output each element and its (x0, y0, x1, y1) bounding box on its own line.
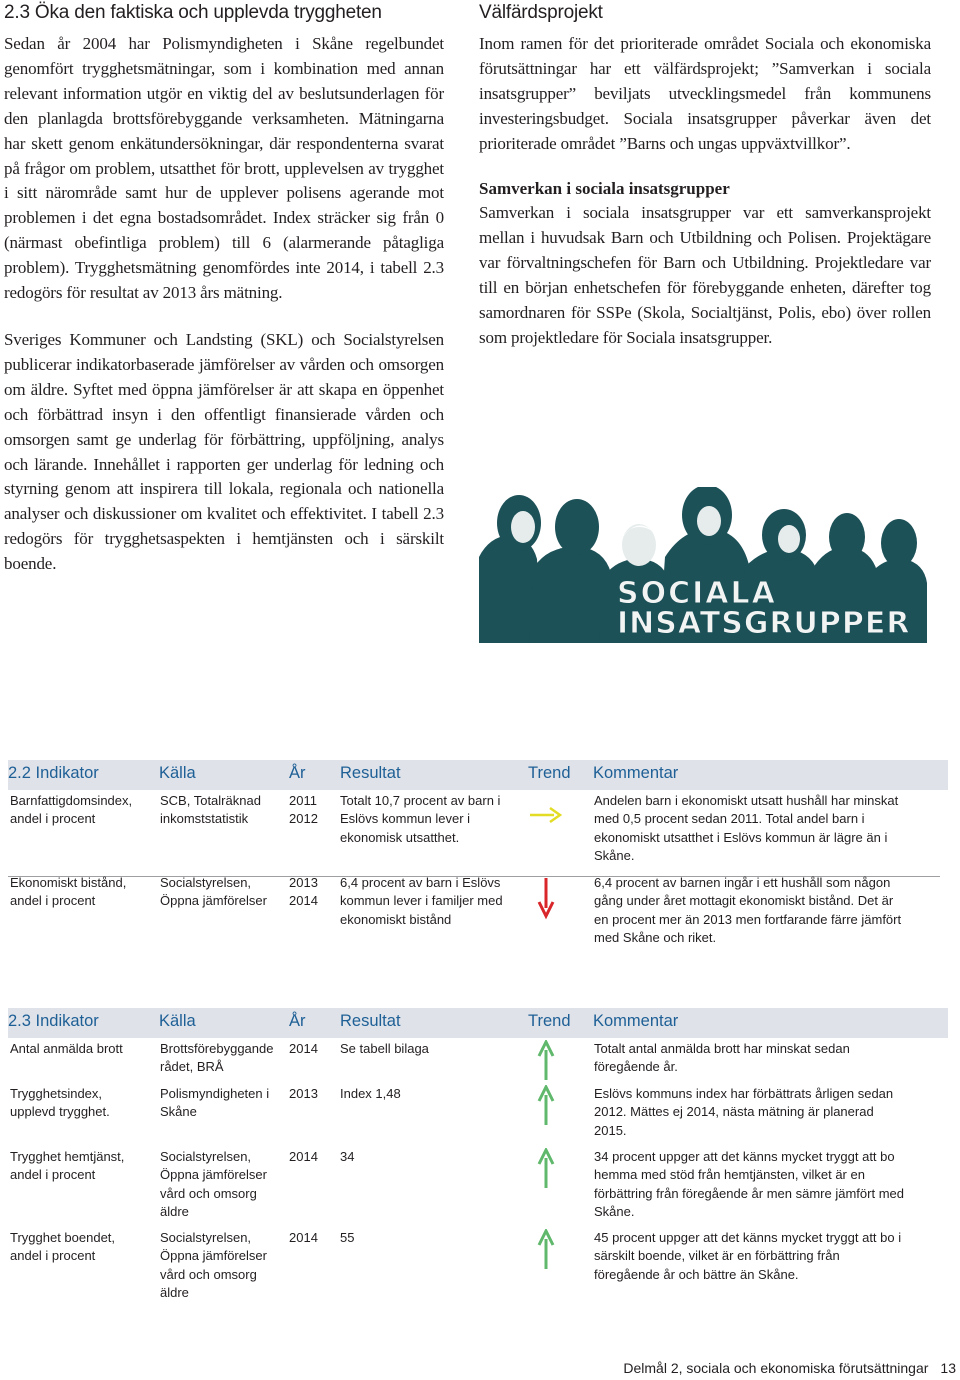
cell-ar-year: 2013 (289, 875, 318, 890)
cell-ar: 2013 (289, 1086, 318, 1101)
cell-ar-year: 2014 (289, 893, 318, 909)
table-row (8, 1229, 940, 1307)
header-ar: År (289, 1012, 306, 1030)
right-column (479, 0, 931, 351)
cell-resultat: 6,4 procent av barn i Eslövs kommun lever i familjer med ekonomiskt bistånd (340, 875, 503, 927)
left-column (4, 0, 444, 577)
arrow-up-icon (526, 1040, 566, 1082)
section-heading: 2.3 Öka den faktiska och upplevda tryggheten (4, 2, 382, 23)
arrow-down-icon (526, 876, 566, 920)
header-kommentar: Kommentar (593, 1012, 679, 1030)
cell-ar: 2014 (289, 1149, 318, 1164)
cell-trend (526, 1085, 586, 1132)
arrow-up-icon (526, 1148, 566, 1190)
cell-trend (526, 1040, 586, 1087)
logo-text-line2: INSATSGRUPPER (617, 606, 911, 641)
table-row (8, 1148, 940, 1226)
group-photo-illustration (479, 487, 927, 643)
indicator-table-2-2 (8, 760, 948, 945)
cell-ar-year: 2011 (289, 793, 317, 808)
cell-kommentar: Andelen barn i ekonomiskt utsatt hushåll har minskat med 0,5 procent sedan 2011. Total andel barn i ekonomiskt utsatthet i Eslövs kommun är lägre än i Skåne. (594, 793, 899, 863)
page-number: 13 (940, 1360, 956, 1376)
cell-indikator: Trygghet boendet, andel i procent (10, 1230, 116, 1264)
cell-indikator: Trygghetsindex, upplevd trygghet. (10, 1086, 110, 1120)
cell-kalla: Socialstyrelsen, Öppna jämförelser (160, 875, 267, 909)
cell-resultat: Se tabell bilaga (340, 1041, 429, 1056)
cell-indikator: Trygghet hemtjänst, andel i procent (10, 1149, 125, 1183)
cell-trend (526, 1148, 586, 1195)
cell-kalla: Socialstyrelsen, Öppna jämförelser vård och omsorg äldre (160, 1149, 267, 1219)
arrow-right-icon (526, 802, 566, 828)
indicator-table-2-3 (8, 1008, 948, 1300)
body-paragraph: Sedan år 2004 har Polismyndigheten i Skåne regelbundet genomfört trygghetsmätningar, som i kombination med annan relevant information utgör en viktig del av beslutsunderlagen för den planlagda brottsförebyggande verksamheten. Mätningarna har skett genom enkätundersökningar, där respondenterna svarat på frågor om problem, utsatthet för brott, upplevelsen av trygghet i sitt närområde samt hur de upplever polisens agerande mot problemen i det egna bostadsområdet. Index sträcker sig från 0 (närmast obefintliga problem) till 6 (alarmerande påtagliga problem). Trygghetsmätning genomfördes inte 2014, i tabell 2.3 redogörs för resultat av 2013 års mätning. (4, 34, 444, 303)
cell-indikator: Antal anmälda brott (10, 1041, 123, 1056)
cell-trend (526, 792, 586, 833)
table-header (8, 1008, 948, 1038)
cell-kalla: Brottsförebyggande rådet, BRÅ (160, 1041, 274, 1075)
cell-resultat: 34 (340, 1149, 355, 1164)
body-paragraph: Sveriges Kommuner och Landsting (SKL) och Socialstyrelsen publicerar indikatorbaserade jämförelser av vården och omsorgen om äldre. Syftet med öppna jämförelser är att skapa en öppenhet och förbättrad insyn i den offentligt finansierade vården och omsorgen samt ge underlag för förbättring, uppföljning, analys och lärande. Innehållet i rapporten ger underlag för ledning och styrning genom att inspirera till lokala, regionala och nationella analyser och diskussioner om kvalitet och effektivitet. I tabell 2.3 redogörs för trygghetsaspekten i hemtjänsten och i särskilt boende. (4, 329, 444, 574)
header-kalla: Källa (159, 764, 196, 782)
arrow-up-icon (526, 1085, 566, 1127)
cell-kalla: Socialstyrelsen, Öppna jämförelser vård och omsorg äldre (160, 1230, 267, 1300)
table-row (8, 1085, 940, 1145)
subheading: Samverkan i sociala insatsgrupper (479, 178, 730, 198)
footer-label: Delmål 2, sociala och ekonomiska förutsättningar (623, 1360, 929, 1376)
cell-ar: 2014 (289, 1230, 318, 1245)
header-indikator: 2.3 Indikator (8, 1012, 99, 1030)
header-resultat: Resultat (340, 1012, 401, 1030)
cell-ar (289, 874, 329, 911)
cell-ar (289, 792, 329, 829)
header-kommentar: Kommentar (593, 764, 679, 782)
cell-kalla: SCB, Totalräknad inkomststatistik (160, 793, 261, 827)
cell-trend (526, 1229, 586, 1276)
arrow-up-icon (526, 1229, 566, 1271)
cell-resultat: Index 1,48 (340, 1086, 401, 1101)
header-trend: Trend (528, 764, 571, 782)
cell-indikator: Ekonomiskt bistånd, andel i procent (10, 875, 127, 909)
cell-ar-year: 2012 (289, 811, 318, 827)
cell-kommentar: Totalt antal anmälda brott har minskat sedan föregående år. (594, 1041, 850, 1075)
header-kalla: Källa (159, 1012, 196, 1030)
body-paragraph: Samverkan i sociala insatsgrupper var ett samverkansprojekt mellan i huvudsak Barn och Utbildning och Polisen. Projektägare var förvaltningschefen för Barn och Utbildning. Projektledare var till en början enhetschefen för förebyggande enheten, därefter tog samordnaren för SSPe (Skola, Socialtjänst, Polis, ebo) över rollen som projektledare för Sociala insatsgrupper. (479, 203, 931, 347)
sociala-insatsgrupper-photo (479, 487, 927, 643)
header-resultat: Resultat (340, 764, 401, 782)
cell-indikator: Barnfattigdomsindex, andel i procent (10, 793, 133, 827)
table-row (8, 792, 940, 872)
body-paragraph: Inom ramen för det prioriterade området Sociala och ekonomiska förutsättningar har ett välfärdsprojekt; ”Samverkan i sociala insatsgrupper” beviljats utvecklingsmedel från kommunens investeringsbudget. Sociala insatsgrupper påverkar även det prioriterade området ”Barns och ungas uppväxtvillkor”. (479, 34, 931, 153)
cell-kommentar: 45 procent uppger att det känns mycket tryggt att bo i särskilt boende, vilket är en förbättring från föregående år och bättre än Skåne. (594, 1230, 902, 1282)
cell-resultat: Totalt 10,7 procent av barn i Eslövs kommun lever i ekonomisk utsatthet. (340, 793, 501, 845)
page-footer (623, 1360, 956, 1376)
table-row (8, 874, 940, 954)
header-indikator: 2.2 Indikator (8, 764, 99, 782)
cell-resultat: 55 (340, 1230, 355, 1245)
cell-kommentar: 34 procent uppger att det känns mycket tryggt att bo hemma med stöd från hemtjänsten, vilket är en förbättring från föregående år men sämre jämfört med Skåne. (594, 1149, 904, 1219)
header-trend: Trend (528, 1012, 571, 1030)
section-heading: Välfärdsprojekt (479, 2, 603, 23)
cell-kommentar: Eslövs kommuns index har förbättrats årligen sedan 2012. Mättes ej 2014, nästa mätning är planerad 2015. (594, 1086, 894, 1138)
cell-kalla: Polismyndigheten i Skåne (160, 1086, 270, 1120)
logo-text-line1: SOCIALA (617, 576, 777, 611)
table-header (8, 760, 948, 790)
header-ar: År (289, 764, 306, 782)
cell-trend (526, 874, 586, 925)
cell-ar: 2014 (289, 1041, 318, 1056)
table-row (8, 1040, 940, 1084)
cell-kommentar: 6,4 procent av barnen ingår i ett hushåll som någon gång under året mottagit ekonomiskt bistånd. Det är en procent mer än 2013 men fortfarande färre jämfört med Skåne och riket. (594, 875, 902, 945)
